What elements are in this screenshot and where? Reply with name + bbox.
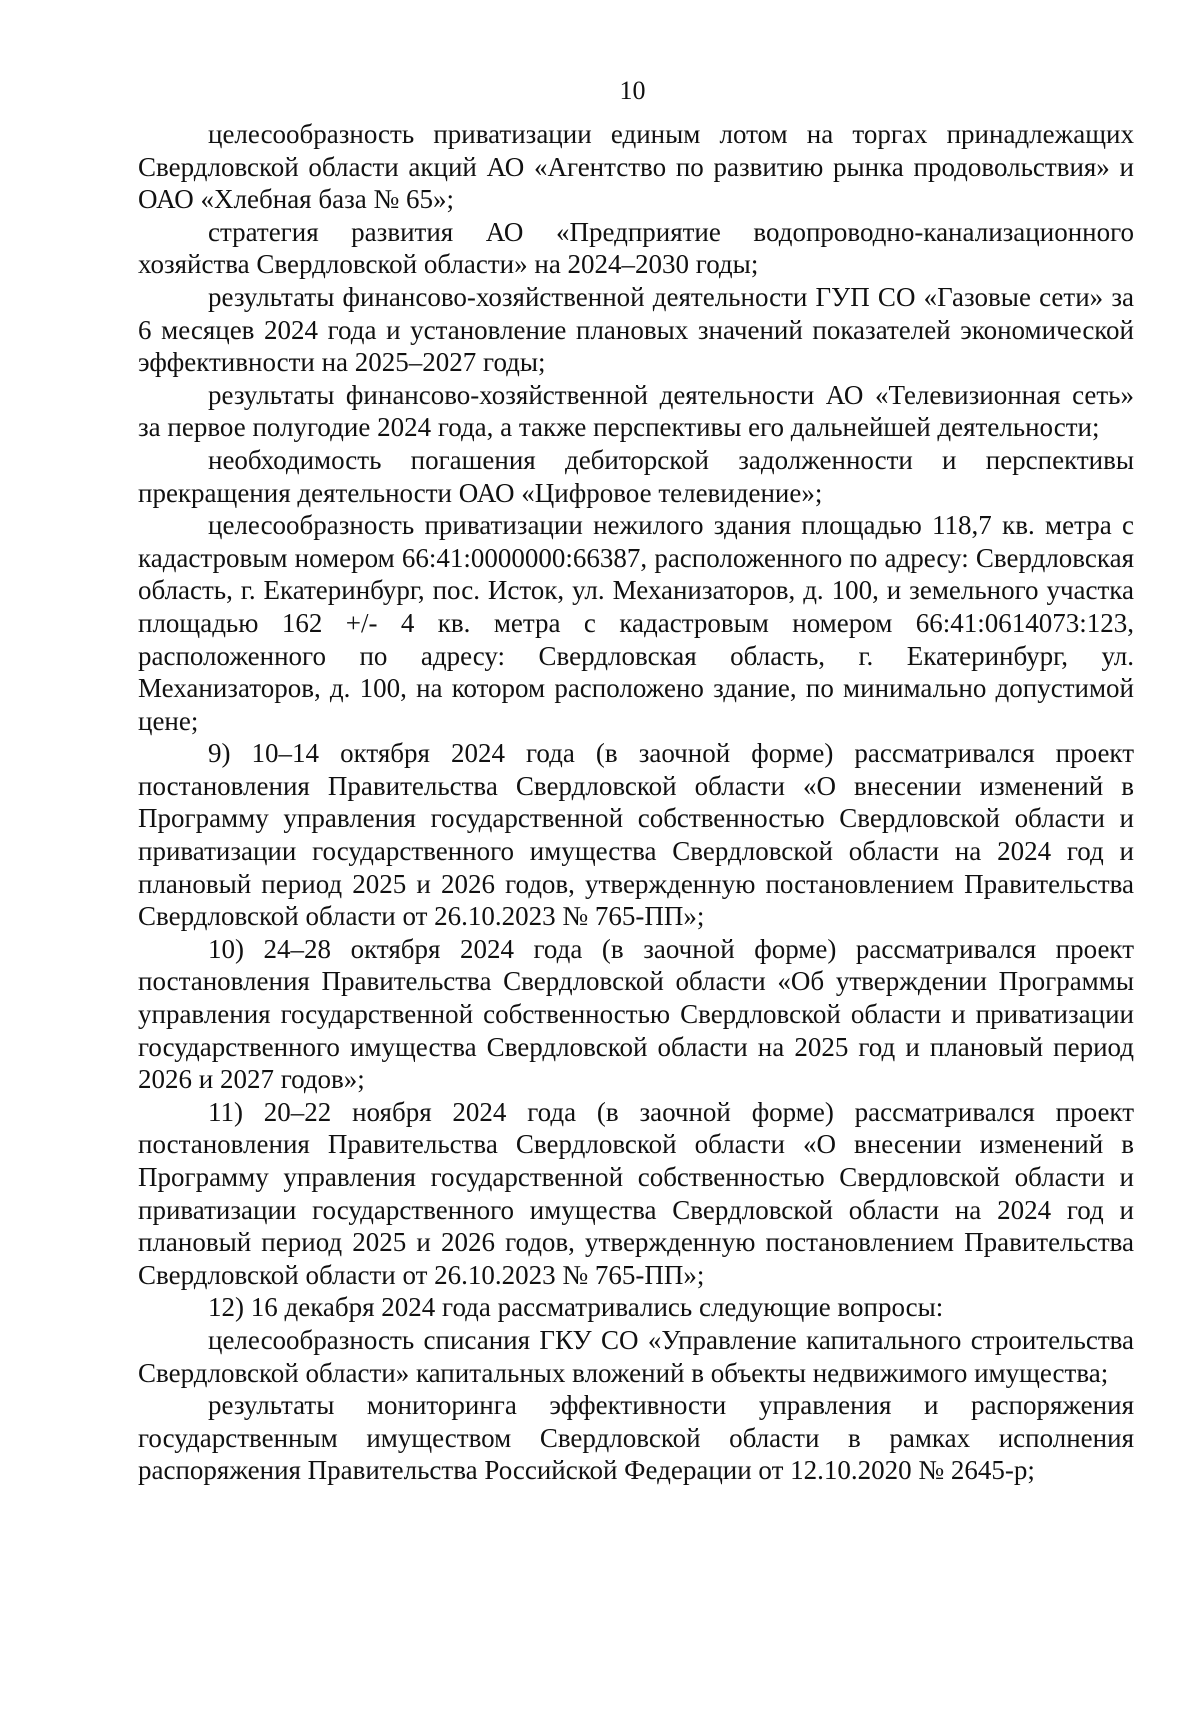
paragraph: 11) 20–22 ноября 2024 года (в заочной форме) рассматривался проект постановления Правительства Свердловской области «О внесении изменений в Программу управления государственной собственностью Свердловской области и приватизации государственного имущества Свердловской области на 2024 год и плановый период 2025 и 2026 годов, утвержденную постановлением Правительства Свердловской области от 26.10.2023 № 765-ПП»; [138,1096,1134,1290]
paragraph: результаты мониторинга эффективности управления и распоряжения государственным имуществом Свердловской области в рамках исполнения распоряжения Правительства Российской Федерации от 12.10.2020 № 2645-р; [138,1390,1134,1486]
paragraph: целесообразность приватизации единым лотом на торгах принадлежащих Свердловской области акций АО «Агентство по развитию рынка продовольствия» и ОАО «Хлебная база № 65»; [138,119,1134,215]
page-number: 10 [619,76,646,105]
paragraph: стратегия развития АО «Предприятие водопроводно-канализационного хозяйства Свердловской области» на 2024–2030 годы; [138,216,1134,280]
paragraph: 12) 16 декабря 2024 года рассматривались следующие вопросы: [208,1292,944,1323]
paragraph: результаты финансово-хозяйственной деятельности АО «Телевизионная сеть» за первое полугодие 2024 года, а также перспективы его дальнейшей деятельности; [138,379,1134,443]
document-body [138,118,1134,1487]
paragraph: необходимость погашения дебиторской задолженности и перспективы прекращения деятельности ОАО «Цифровое телевидение»; [138,444,1134,508]
paragraph: результаты финансово-хозяйственной деятельности ГУП СО «Газовые сети» за 6 месяцев 2024 года и установление плановых значений показателей экономической эффективности на 2025–2027 годы; [138,281,1134,378]
paragraph: целесообразность приватизации нежилого здания площадью 118,7 кв. метра с кадастровым номером 66:41:0000000:66387, расположенного по адресу: Свердловская область, г. Екатеринбург, пос. Исток, ул. Механизаторов, д. 100, и земельного участка площадью 162 +/- 4 кв. метра с кадастровым номером 66:41:0614073:123, расположенного по адресу: Свердловская область, г. Екатеринбург, ул. Механизаторов, д. 100, на котором расположено здание, по минимально допустимой цене; [138,510,1134,736]
paragraph: 9) 10–14 октября 2024 года (в заочной форме) рассматривался проект постановления Правительства Свердловской области «О внесении изменений в Программу управления государственной собственностью Свердловской области и приватизации государственного имущества Свердловской области на 2024 год и плановый период 2025 и 2026 годов, утвержденную постановлением Правительства Свердловской области от 26.10.2023 № 765-ПП»; [138,738,1134,932]
paragraph: 10) 24–28 октября 2024 года (в заочной форме) рассматривался проект постановления Правительства Свердловской области «Об утверждении Программы управления государственной собственностью Свердловской области и приватизации государственного имущества Свердловской области на 2025 год и плановый период 2026 и 2027 годов»; [138,933,1134,1095]
paragraph: целесообразность списания ГКУ СО «Управление капитального строительства Свердловской области» капитальных вложений в объекты недвижимого имущества; [138,1324,1134,1388]
